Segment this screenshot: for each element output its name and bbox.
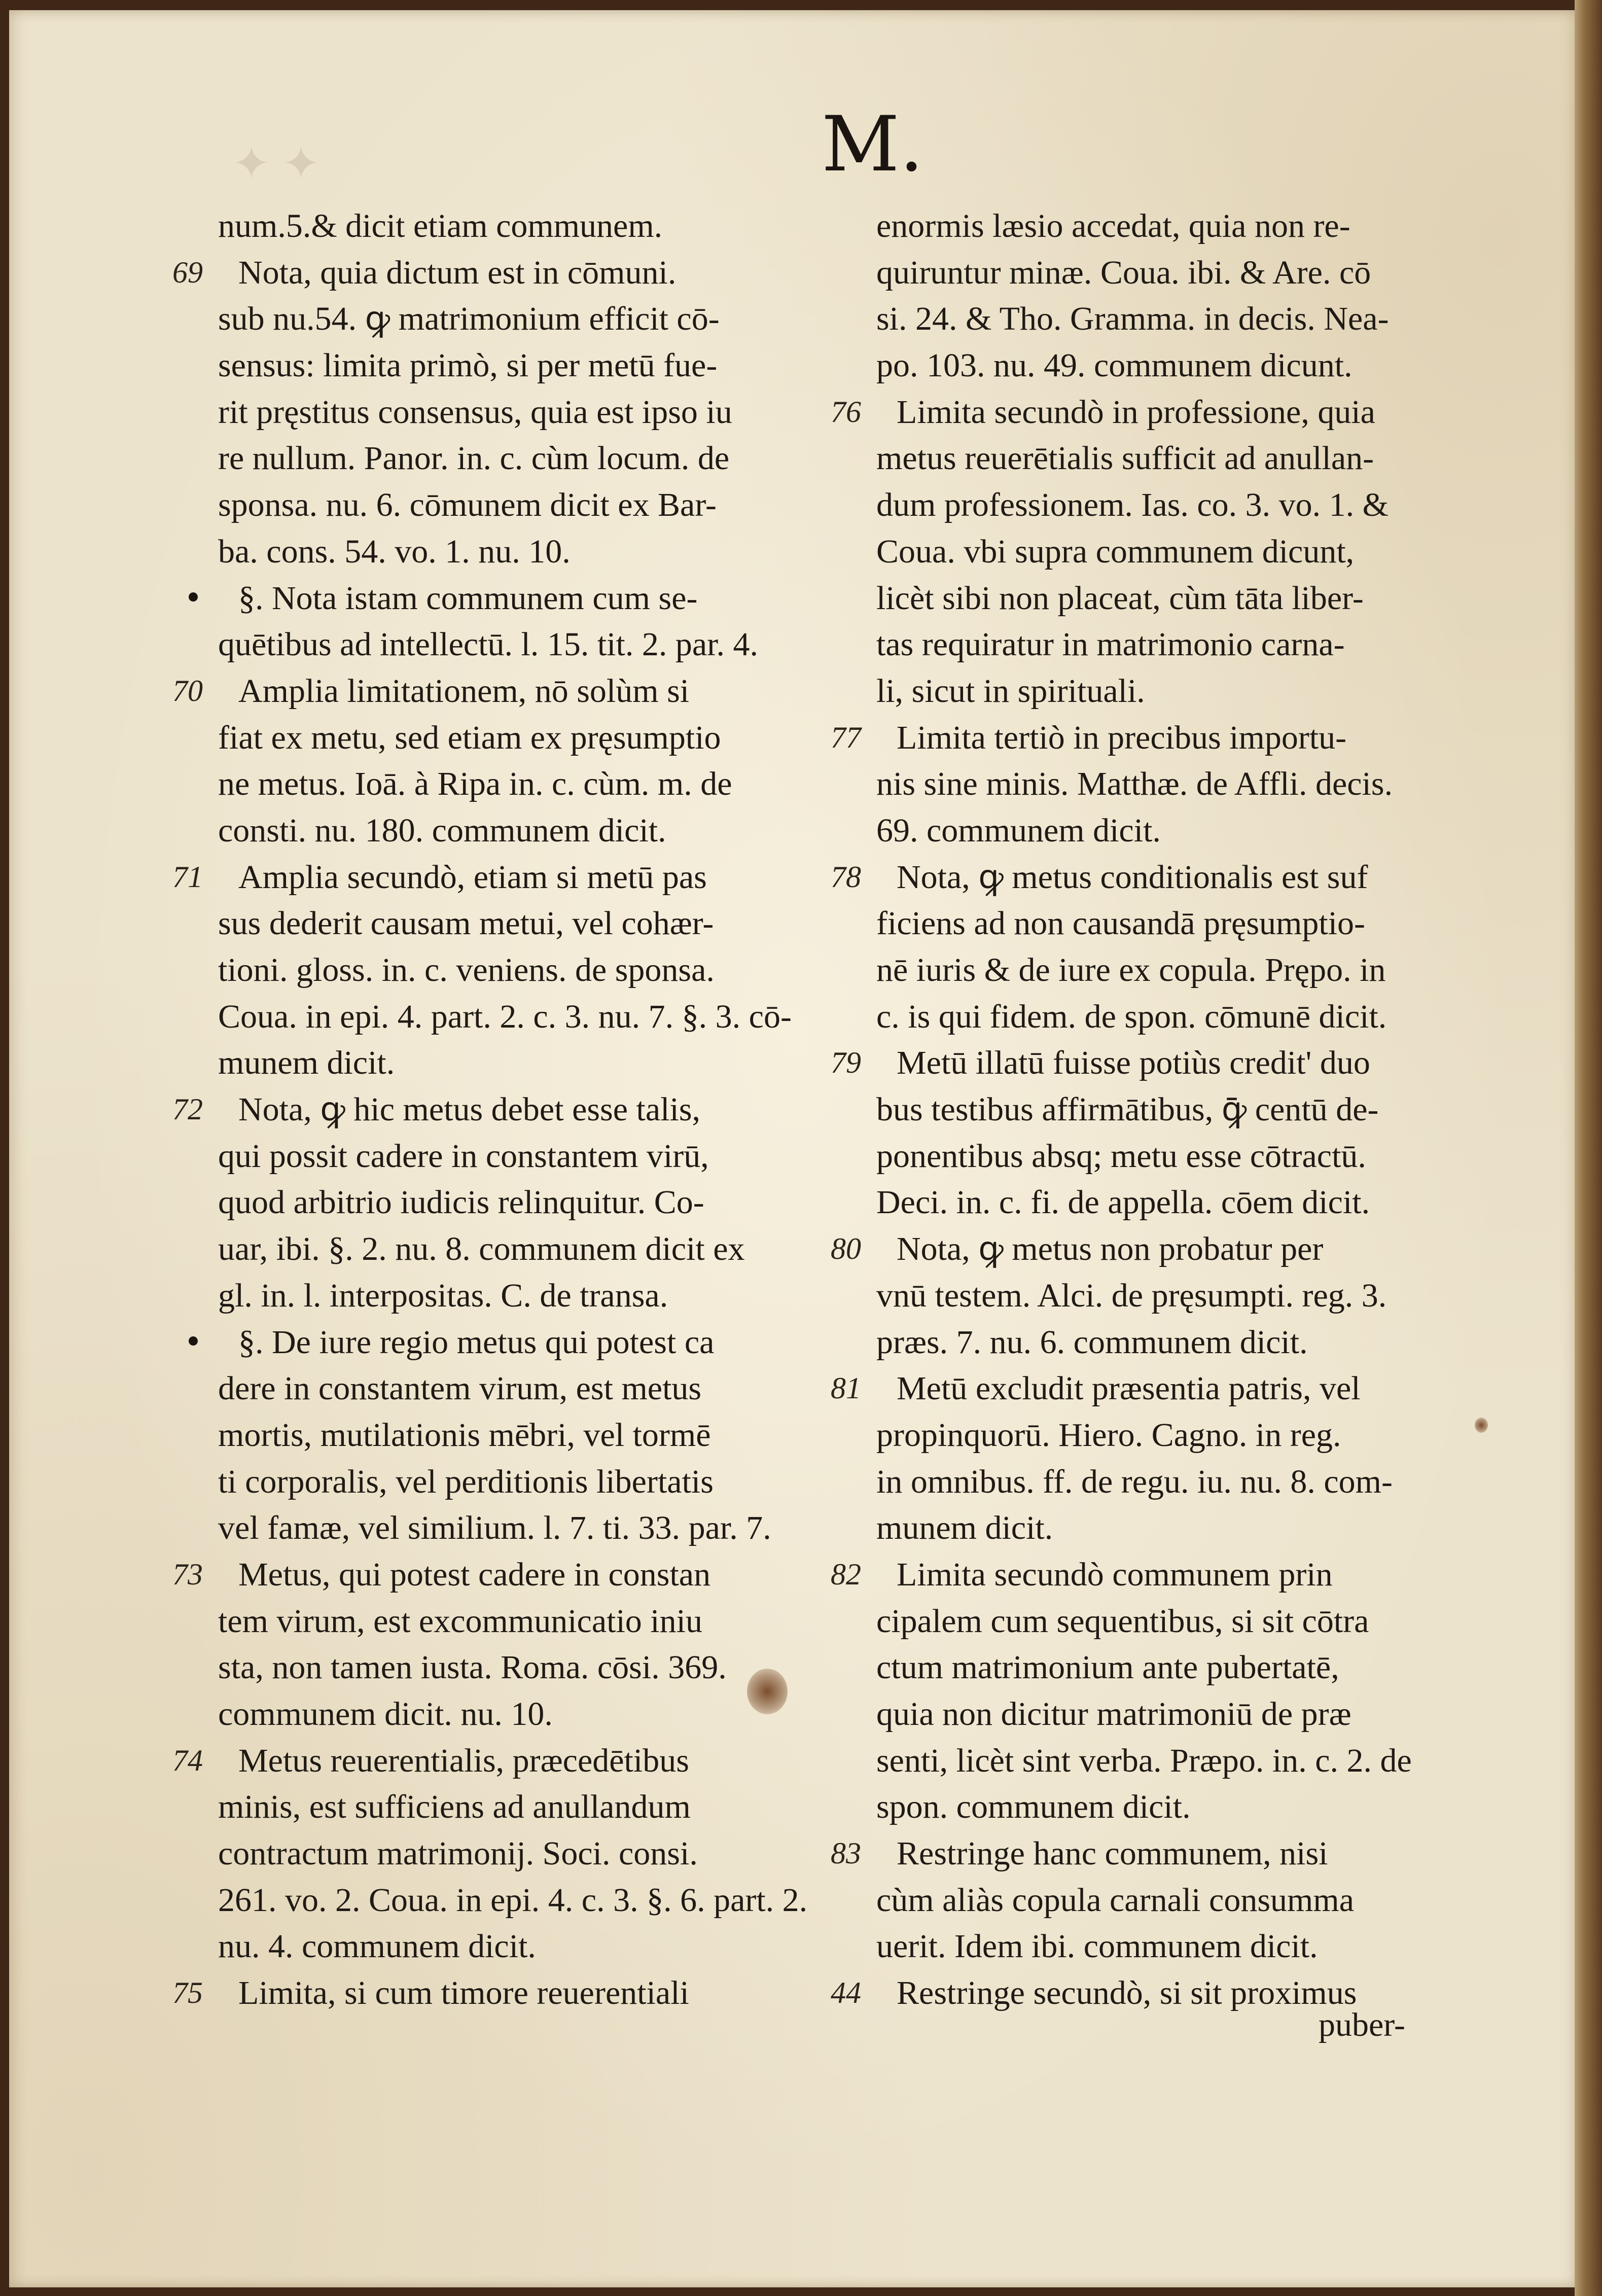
line-text: Nota, quia dictum est in cōmuni. — [238, 254, 677, 291]
text-line — [876, 1738, 1500, 1784]
marginal-number: 69 — [172, 255, 203, 289]
text-line — [218, 715, 842, 761]
line-text: Limita tertiò in precibus importu- — [897, 719, 1347, 756]
line-text: fiat ex metu, sed etiam ex pręsumptio — [218, 719, 721, 756]
text-line — [876, 1459, 1500, 1505]
text-line — [876, 807, 1500, 854]
line-text: tas requiratur in matrimonio carna- — [876, 626, 1345, 663]
text-line — [876, 1179, 1500, 1226]
line-text: nis sine minis. Matthæ. de Affli. decis. — [876, 765, 1393, 803]
text-line — [218, 900, 842, 947]
line-text: sponsa. nu. 6. cōmunem dicit ex Bar- — [218, 486, 717, 524]
right-text-column — [831, 203, 1500, 2017]
line-text: minis, est sufficiens ad anullandum — [218, 1788, 691, 1826]
text-line — [218, 761, 842, 807]
text-line — [876, 1133, 1500, 1180]
marginal-number: 73 — [172, 1557, 203, 1591]
line-text: Coua. vbi supra communem dicunt, — [876, 533, 1355, 570]
line-text: Limita, si cum timore reuerentiali — [238, 1974, 689, 2012]
line-text: Metus, qui potest cadere in constan — [238, 1556, 711, 1593]
line-text: quiruntur minæ. Coua. ibi. & Are. cō — [876, 254, 1371, 291]
line-text: num.5.& dicit etiam communem. — [218, 207, 663, 244]
text-line — [218, 1273, 842, 1319]
text-line — [876, 668, 1500, 715]
text-line — [876, 900, 1500, 947]
marginal-number: 79 — [831, 1046, 861, 1080]
text-line — [172, 1738, 842, 1784]
marginal-number: 44 — [831, 1976, 861, 2010]
text-line — [172, 668, 842, 715]
text-line — [218, 947, 842, 994]
text-line — [876, 994, 1500, 1040]
line-text: enormis læsio accedat, quia non re- — [876, 207, 1350, 244]
text-line — [218, 1923, 842, 1970]
text-line — [218, 1040, 842, 1086]
text-line — [876, 1319, 1500, 1366]
line-text: Metus reuerentialis, præcedētibus — [238, 1742, 689, 1779]
text-line — [876, 435, 1500, 482]
text-line — [831, 854, 1500, 901]
text-line — [172, 854, 842, 901]
line-text: nu. 4. communem dicit. — [218, 1928, 536, 1965]
line-text: Metū illatū fuisse potiùs credit' duo — [897, 1044, 1370, 1082]
line-text: cùm aliàs copula carnali consumma — [876, 1881, 1354, 1919]
text-line — [876, 250, 1500, 296]
text-line — [831, 715, 1500, 761]
line-text: consti. nu. 180. communem dicit. — [218, 811, 666, 849]
line-text: tem virum, est excommunicatio iniu — [218, 1602, 702, 1640]
text-line — [876, 1877, 1500, 1924]
text-line — [218, 1644, 842, 1691]
show-through-ink: ✦ ✦ — [232, 139, 321, 189]
line-text: in omnibus. ff. de regu. iu. nu. 8. com- — [876, 1463, 1393, 1500]
line-text: Amplia secundò, etiam si metū pas — [238, 858, 707, 896]
line-text: Coua. in epi. 4. part. 2. c. 3. nu. 7. §. 3. cō- — [218, 998, 792, 1035]
text-line — [218, 1784, 842, 1830]
line-text: quētibus ad intellectū. l. 15. tit. 2. par. 4. — [218, 626, 758, 663]
line-text: spon. communem dicit. — [876, 1788, 1191, 1826]
line-text: communem dicit. nu. 10. — [218, 1695, 553, 1733]
text-line — [831, 1040, 1500, 1086]
line-text: Nota, ꝙ hic metus debet esse talis, — [238, 1091, 701, 1128]
line-text: sub nu.54. ꝙ matrimonium efficit cō- — [218, 300, 720, 338]
line-text: Deci. in. c. fi. de appella. cōem dicit. — [876, 1184, 1370, 1221]
line-text: munem dicit. — [218, 1044, 395, 1082]
line-text: sus dederit causam metui, vel cohær- — [218, 905, 714, 942]
text-line — [172, 1551, 842, 1598]
line-text: dere in constantem virum, est metus — [218, 1370, 702, 1407]
line-text: sta, non tamen iusta. Roma. cōsi. 369. — [218, 1649, 727, 1686]
line-text: sensus: limita primò, si per metū fue- — [218, 347, 718, 384]
line-text: Nota, ꝙ metus conditionalis est suf — [897, 858, 1368, 896]
line-text: vel famæ, vel similium. l. 7. ti. 33. par. 7. — [218, 1509, 771, 1547]
marginal-number: 78 — [831, 860, 861, 894]
text-line — [876, 528, 1500, 575]
marginal-number: 75 — [172, 1976, 203, 2010]
text-line — [831, 1551, 1500, 1598]
line-text: bus testibus affirmātibus, ꝙ̄ centū de- — [876, 1091, 1379, 1128]
line-text: cipalem cum sequentibus, si sit cōtra — [876, 1602, 1369, 1640]
marginal-number: 74 — [172, 1743, 203, 1777]
text-line — [876, 761, 1500, 807]
text-line — [831, 1365, 1500, 1412]
marginal-number: 71 — [172, 860, 203, 894]
line-text: licèt sibi non placeat, cùm tāta liber- — [876, 579, 1364, 617]
marginal-number: 76 — [831, 395, 861, 429]
text-line — [218, 296, 842, 342]
text-line — [831, 1970, 1500, 2017]
text-line — [876, 1412, 1500, 1459]
marginal-number: 80 — [831, 1232, 861, 1266]
line-text: 69. communem dicit. — [876, 811, 1161, 849]
line-text: rit pręstitus consensus, quia est ipso iu — [218, 393, 732, 431]
text-line — [876, 203, 1500, 250]
text-line — [876, 1086, 1500, 1133]
paragraph-mark — [189, 1336, 198, 1346]
line-text: ba. cons. 54. vo. 1. nu. 10. — [218, 533, 571, 570]
line-text: tioni. gloss. in. c. veniens. de sponsa. — [218, 951, 715, 988]
book-edge — [1575, 0, 1602, 2296]
text-line — [831, 1830, 1500, 1877]
text-line — [876, 621, 1500, 668]
text-line — [218, 435, 842, 482]
text-line — [218, 203, 842, 250]
text-line — [876, 1598, 1500, 1645]
line-text: Limita secundò communem prin — [897, 1556, 1333, 1593]
line-text: dum professionem. Ias. co. 3. vo. 1. & — [876, 486, 1389, 524]
text-line — [172, 250, 842, 296]
line-text: mortis, mutilationis mēbri, vel tormē — [218, 1416, 711, 1454]
line-text: Metū excludit præsentia patris, vel — [897, 1370, 1361, 1407]
line-text: metus reuerētialis sufficit ad anullan- — [876, 440, 1374, 477]
line-text: §. Nota istam communem cum se- — [238, 579, 698, 617]
text-line — [172, 1086, 842, 1133]
text-line — [876, 947, 1500, 994]
line-text: ne metus. Ioā. à Ripa in. c. cùm. m. de — [218, 765, 732, 803]
left-text-column — [172, 203, 842, 2017]
line-text: Amplia limitationem, nō solùm si — [238, 672, 690, 710]
line-text: ctum matrimonium ante pubertatē, — [876, 1649, 1339, 1686]
text-line — [218, 807, 842, 854]
line-text: ti corporalis, vel perditionis libertatis — [218, 1463, 714, 1500]
line-text: munem dicit. — [876, 1509, 1053, 1547]
line-text: si. 24. & Tho. Gramma. in decis. Nea- — [876, 300, 1389, 338]
text-line — [218, 1459, 842, 1505]
line-text: ficiens ad non causandā pręsumptio- — [876, 905, 1366, 942]
marginal-number: 83 — [831, 1836, 861, 1870]
text-line — [876, 1505, 1500, 1551]
line-text: uar, ibi. §. 2. nu. 8. communem dicit ex — [218, 1230, 745, 1268]
line-text: Restringe secundò, si sit proximus — [897, 1974, 1357, 2012]
line-text: nē iuris & de iure ex copula. Prępo. in — [876, 951, 1386, 988]
text-line — [218, 575, 842, 622]
marginal-number: 82 — [831, 1557, 861, 1591]
catchword: puber- — [1319, 2006, 1405, 2043]
text-line — [831, 389, 1500, 436]
text-line — [218, 1365, 842, 1412]
line-text: Nota, ꝙ metus non probatur per — [897, 1230, 1324, 1268]
line-text: propinquorū. Hiero. Cagno. in reg. — [876, 1416, 1341, 1454]
text-line — [876, 482, 1500, 528]
text-line — [172, 1970, 842, 2017]
text-line — [876, 342, 1500, 389]
line-text: senti, licèt sint verba. Præpo. in. c. 2. de — [876, 1742, 1412, 1779]
text-line — [218, 1877, 842, 1924]
text-line — [218, 994, 842, 1040]
text-line — [831, 1226, 1500, 1273]
line-text: ponentibus absq; metu esse cōtractū. — [876, 1137, 1366, 1175]
text-line — [218, 1133, 842, 1180]
line-text: re nullum. Panor. in. c. cùm locum. de — [218, 440, 730, 477]
line-text: contractum matrimonij. Soci. consi. — [218, 1835, 698, 1873]
paragraph-mark — [189, 592, 198, 602]
text-line — [876, 1273, 1500, 1319]
text-line — [876, 1923, 1500, 1970]
text-line — [218, 528, 842, 575]
text-line — [876, 296, 1500, 342]
line-text: gl. in. l. interpositas. C. de transa. — [218, 1277, 668, 1314]
line-text: quia non dicitur matrimoniū de præ — [876, 1695, 1351, 1733]
line-text: quod arbitrio iudicis relinquitur. Co- — [218, 1184, 704, 1221]
line-text: c. is qui fidem. de spon. cōmunē dicit. — [876, 998, 1387, 1035]
line-text: 261. vo. 2. Coua. in epi. 4. c. 3. §. 6. part. 2. — [218, 1881, 808, 1919]
text-line — [218, 621, 842, 668]
text-line — [218, 389, 842, 436]
text-line — [876, 1691, 1500, 1738]
text-line — [218, 342, 842, 389]
text-line — [876, 1644, 1500, 1691]
marginal-number: 77 — [831, 720, 861, 754]
line-text: Limita secundò in professione, quia — [897, 393, 1375, 431]
text-line — [218, 1179, 842, 1226]
line-text: qui possit cadere in constantem virū, — [218, 1137, 709, 1175]
marginal-number: 72 — [172, 1092, 203, 1126]
line-text: vnū testem. Alci. de pręsumpti. reg. 3. — [876, 1277, 1387, 1314]
line-text: uerit. Idem ibi. communem dicit. — [876, 1928, 1318, 1965]
line-text: Restringe hanc communem, nisi — [897, 1835, 1328, 1873]
text-line — [218, 482, 842, 528]
text-line — [218, 1412, 842, 1459]
marginal-number: 81 — [831, 1371, 861, 1405]
marginal-number: 70 — [172, 674, 203, 708]
text-line — [876, 575, 1500, 622]
text-line — [876, 1784, 1500, 1830]
text-line — [218, 1505, 842, 1551]
line-text: §. De iure regio metus qui potest ca — [238, 1323, 715, 1361]
page-header-letter: M. — [822, 100, 924, 189]
line-text: præs. 7. nu. 6. communem dicit. — [876, 1323, 1308, 1361]
text-line — [218, 1319, 842, 1366]
line-text: po. 103. nu. 49. communem dicunt. — [876, 347, 1352, 384]
text-line — [218, 1691, 842, 1738]
text-line — [218, 1226, 842, 1273]
line-text: li, sicut in spirituali. — [876, 672, 1145, 710]
text-line — [218, 1830, 842, 1877]
text-line — [218, 1598, 842, 1645]
